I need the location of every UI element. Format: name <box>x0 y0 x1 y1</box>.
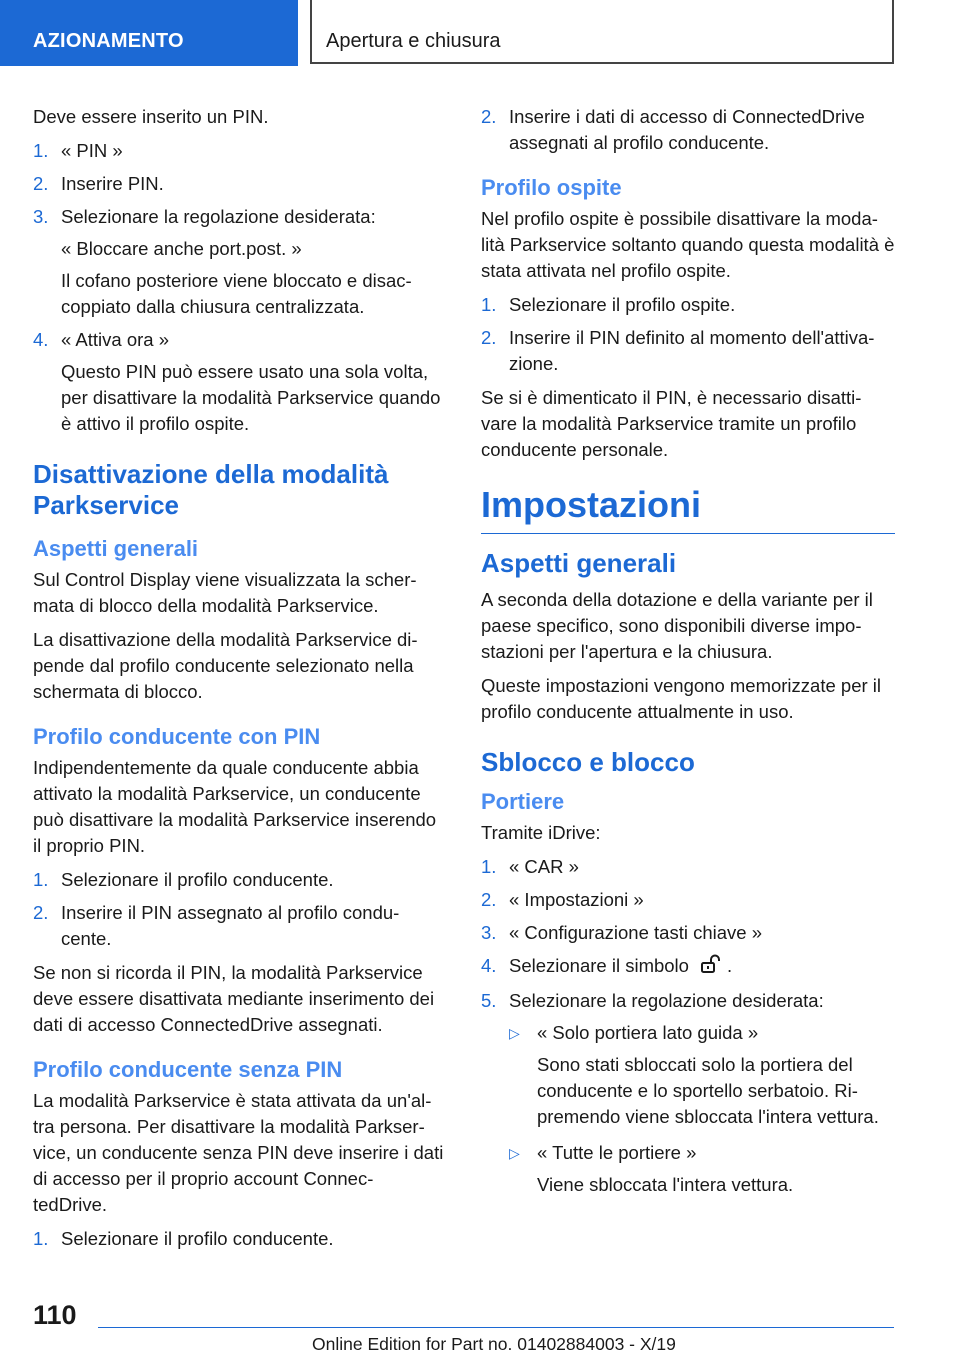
left-column <box>33 104 447 1260</box>
heading-con-pin: Profilo conducente con PIN <box>33 724 321 749</box>
option-item: ▷ « Tutte le portiere » Viene sbloccata l'intera vettura. <box>509 1140 895 1198</box>
continued-steps-list <box>481 104 895 156</box>
list-item: 3. Selezionare la regolazione desiderata: « Bloccare anche port.post. » Il cofano posteriore viene bloccato e disac-coppiato dalla chiusura centralizzata. <box>33 204 447 320</box>
paragraph: Sul Control Display viene visualizzata la scher-mata di blocco della modalità Parkservice. <box>33 569 417 616</box>
portiere-steps-list <box>481 854 895 1198</box>
sub-text: « Bloccare anche port.post. » <box>61 238 302 259</box>
ospite-steps-list <box>481 292 895 377</box>
paragraph: Se si è dimenticato il PIN, è necessario disatti-vare la modalità Parkservice tramite un profilo conducente personale. <box>481 387 862 460</box>
options-list <box>509 1020 895 1198</box>
paragraph: Indipendentemente da quale conducente abbia attivato la modalità Parkservice, un conducente può disattivare la modalità Parkservice inserendo il proprio PIN. <box>33 757 437 856</box>
section-label: AZIONAMENTO <box>33 30 184 52</box>
option-item: ▷ « Solo portiera lato guida » Sono stati sbloccati solo la portiera del conducente e lo sportello serbatoio. Ri-premendo viene sbloccata l'intera vettura. <box>509 1020 895 1130</box>
sub-text: Questo PIN può essere usato una sola volta, per disattivare la modalità Parkservice quando è attivo il profilo ospite. <box>61 361 441 434</box>
unlock-icon <box>699 954 721 981</box>
right-column <box>481 104 895 1208</box>
sub-text: Viene sbloccata l'intera vettura. <box>537 1173 794 1195</box>
list-item: 1. Selezionare il profilo conducente. <box>33 869 334 890</box>
heading-aspetti-generali: Aspetti generali <box>481 548 677 578</box>
senza-pin-steps-list <box>33 1226 447 1252</box>
chapter-title: Apertura e chiusura <box>326 30 501 52</box>
list-item: 1. « CAR » <box>481 856 579 877</box>
con-pin-steps-list <box>33 867 447 952</box>
list-item: 3. « Configurazione tasti chiave » <box>481 922 762 943</box>
list-item: 2. Inserire i dati di accesso di ConnectedDrive assegnati al profilo conducente. <box>481 106 865 153</box>
paragraph: Queste impostazioni vengono memorizzate per il profilo conducente attualmente in uso. <box>481 675 881 722</box>
triangle-marker-icon: ▷ <box>509 1144 520 1161</box>
list-item: 4. Selezionare il simbolo . <box>481 953 895 981</box>
list-item: 2. « Impostazioni » <box>481 889 644 910</box>
list-item: 4. « Attiva ora » Questo PIN può essere usato una sola volta, per disattivare la modalità Parkservice quando è attivo il profilo ospite. <box>33 327 447 437</box>
paragraph: Nel profilo ospite è possibile disattivare la moda-lità Parkservice soltanto quando questa modalità è stata attivata nel profilo ospite. <box>481 208 895 281</box>
heading-senza-pin: Profilo conducente senza PIN <box>33 1057 343 1082</box>
list-item: 2. Inserire il PIN assegnato al profilo condu-cente. <box>33 902 400 949</box>
paragraph: Tramite iDrive: <box>481 822 601 843</box>
heading-portiere: Portiere <box>481 789 565 814</box>
heading-aspetti-generali: Aspetti generali <box>33 536 199 561</box>
heading-profilo-ospite: Profilo ospite <box>481 175 622 200</box>
list-item: 2. Inserire PIN. <box>33 173 164 194</box>
sub-text: Sono stati sbloccati solo la portiera del conducente e lo sportello serbatoio. Ri-premendo viene sbloccata l'intera vettura. <box>537 1053 879 1127</box>
chapter-title-box <box>310 0 894 64</box>
section-tab <box>0 0 298 66</box>
page-number: 110 <box>33 1300 77 1330</box>
sub-text: Il cofano posteriore viene bloccato e disac-coppiato dalla chiusura centralizzata. <box>61 270 412 317</box>
paragraph: La disattivazione della modalità Parkservice di-pende dal profilo conducente selezionato nella schermata di blocco. <box>33 629 418 702</box>
list-item: 1. Selezionare il profilo ospite. <box>481 294 736 315</box>
heading-sblocco-blocco: Sblocco e blocco <box>481 747 695 777</box>
triangle-marker-icon: ▷ <box>509 1024 520 1041</box>
list-item: 1. Selezionare il profilo conducente. <box>33 1228 334 1249</box>
paragraph: Se non si ricorda il PIN, la modalità Parkservice deve essere disattivata mediante inserimento dei dati di accesso ConnectedDrive assegnati. <box>33 962 435 1035</box>
footer-edition: Online Edition for Part no. 01402884003 - X/19 <box>312 1334 676 1354</box>
heading-disattivazione: Disattivazione della modalità Parkservice <box>33 459 389 520</box>
pin-steps-list <box>33 138 447 437</box>
list-item: 5. Selezionare la regolazione desiderata: ▷ « Solo portiera lato guida » Sono stati sbloccati solo la portiera del conducente e lo sportello serbatoio. Ri-premendo viene sbloccata l'intera vettura. ▷ « Tutte le portiere » Viene sbloccata l'intera vettura. <box>481 988 895 1198</box>
heading-impostazioni: Impostazioni <box>481 483 895 534</box>
paragraph: La modalità Parkservice è stata attivata da un'al-tra persona. Per disattivare la modalità Parkser-vice, un conducente senza PIN deve inserire i dati di accesso per il proprio account Connec-tedDrive. <box>33 1090 444 1215</box>
list-item: 1. « PIN » <box>33 140 123 161</box>
page-header <box>0 0 960 66</box>
footer-divider <box>98 1327 894 1328</box>
intro-text: Deve essere inserito un PIN. <box>33 106 269 127</box>
paragraph: A seconda della dotazione e della variante per il paese specifico, sono disponibili diverse impo-stazioni per l'apertura e la chiusura. <box>481 589 873 662</box>
list-item: 2. Inserire il PIN definito al momento dell'attiva-zione. <box>481 327 875 374</box>
